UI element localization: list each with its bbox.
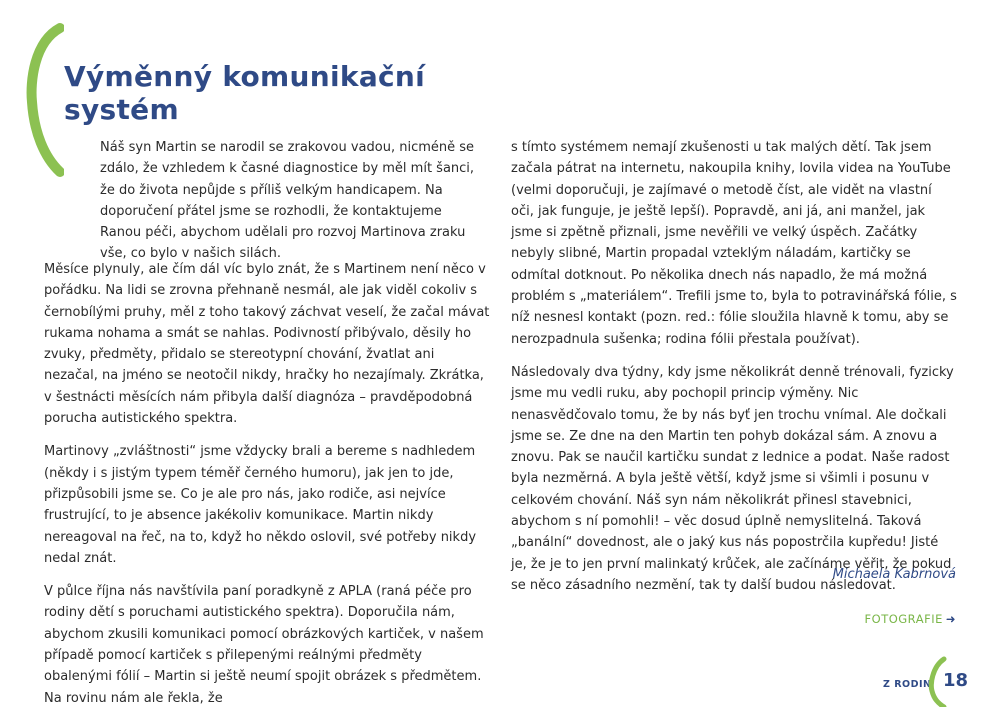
left-column [44, 259, 492, 721]
body-paragraph: V půlce října nás navštívila paní poradkyně z APLA (raná péče pro rodiny dětí s poruchami autistického spektra). Doporučila nám, abychom zkusili komunikaci pomocí obrázkových kartiček, v našem případě pomocí kartiček s přilepenými reálnými předměty obalenými fólií – Martin si ještě neumí spojit obrázek s předmětem. Na rovinu nám ale řekla, že [44, 584, 484, 706]
section-label: Z RODIN [883, 679, 932, 690]
article-title [64, 60, 425, 126]
title-line-2: systém [64, 93, 179, 126]
lead-text: Náš syn Martin se narodil se zrakovou vadou, nicméně se zdálo, že vzhledem k časné diagnostice by měl mít šanci, že do života nepůjde s příliš velkým handicapem. Na doporučení přátel jsme se rozhodli, že kontaktujeme Ranou péči, abychom udělali pro rozvoj Martinova zraku vše, co bylo v našich silách. [100, 140, 475, 262]
title-line-1: Výměnný komunikační [64, 60, 426, 93]
author-signature: Michaela Kabrnová [832, 567, 956, 582]
page-number: 18 [943, 670, 969, 691]
photo-link[interactable] [865, 612, 956, 626]
arrow-right-icon: ➜ [945, 612, 956, 626]
green-arc-decoration [22, 22, 64, 177]
body-paragraph: s tímto systémem nemají zkušenosti u tak malých dětí. Tak jsem začala pátrat na internetu, nakoupila knihy, lovila videa na YouTube (velmi doporučuji, je zajímavé o metodě číst, ale vidět na vlastní oči, jak funguje, je ještě lepší). Popravdě, ani já, ani manžel, jak jsme si zpětně přiznali, jsme nevěřili ve velký úspěch. Začátky nebyly slibné, Martin propadal vzteklým náladám, kartičky se odmítal dotknout. Po několika dnech nás napadlo, že má možná problém s „materiálem“. Trefili jsme to, byla to potravinářská fólie, s níž nesnesl kontakt (pozn. red.: fólie sloužila hlavně k tomu, aby se nerozpadnula sušenka; rodina fólii přestala používat). [511, 140, 957, 347]
lead-paragraph [100, 137, 482, 265]
photo-link-label: FOTOGRAFIE [864, 612, 943, 626]
body-paragraph: Měsíce plynuly, ale čím dál víc bylo znát, že s Martinem není něco v pořádku. Na lidi se zrovna přehnaně nesmál, ale jak viděl cokoliv s černobílými pruhy, měl z toho takový záchvat veselí, že začal mávat rukama nohama a smát se nahlas. Podivností přibývalo, děsily ho zvuky, předměty, přidalo se stereotypní chování, žvatlat ani nezačal, na jméno se neotočil nikdy, hračky ho nezajímaly. Zkrátka, v šestnácti měsících nám přibyla další diagnóza – pravděpodobná porucha autistického spektra. [44, 262, 490, 427]
body-paragraph: Martinovy „zvláštnosti“ jsme vždycky brali a bereme s nadhledem (někdy i s jistým typem téměř černého humoru), jak jen to jde, přizpůsobili jsme se. Co je ale pro nás, jako rodiče, asi nejvíce frustrující, to je absence jakékoliv komunikace. Martin nikdy nereagoval na řeč, na to, když ho někdo oslovil, své potřeby nikdy nedal znát. [44, 444, 477, 566]
right-column [511, 137, 957, 608]
body-paragraph: Následovaly dva týdny, kdy jsme několikrát denně trénovali, fyzicky jsme mu vedli ruku, aby pochopil princip výměny. Nic nenasvědčovalo tomu, že by nás byť jen trochu vnímal. Ale dočkali jsme se. Ze dne na den Martin ten pohyb dokázal sám. A znovu a znovu. Pak se naučil kartičku sundat z lednice a podat. Naše radost byla nezměrná. A byla ještě větší, když jsme si všimli i posunu v celkovém chování. Náš syn nám několikrát přinesl stavebnici, abychom s ní pomohli! – věc dosud úplně nemyslitelná. Taková „banální“ dovednost, ale o jaký kus nás popostrčila kupředu! Jisté je, že je to jen první malinkatý krůček, ale začínáme věřit, že pokud se něco zásadního nezmění, tak ty další budou následovat. [511, 364, 954, 593]
